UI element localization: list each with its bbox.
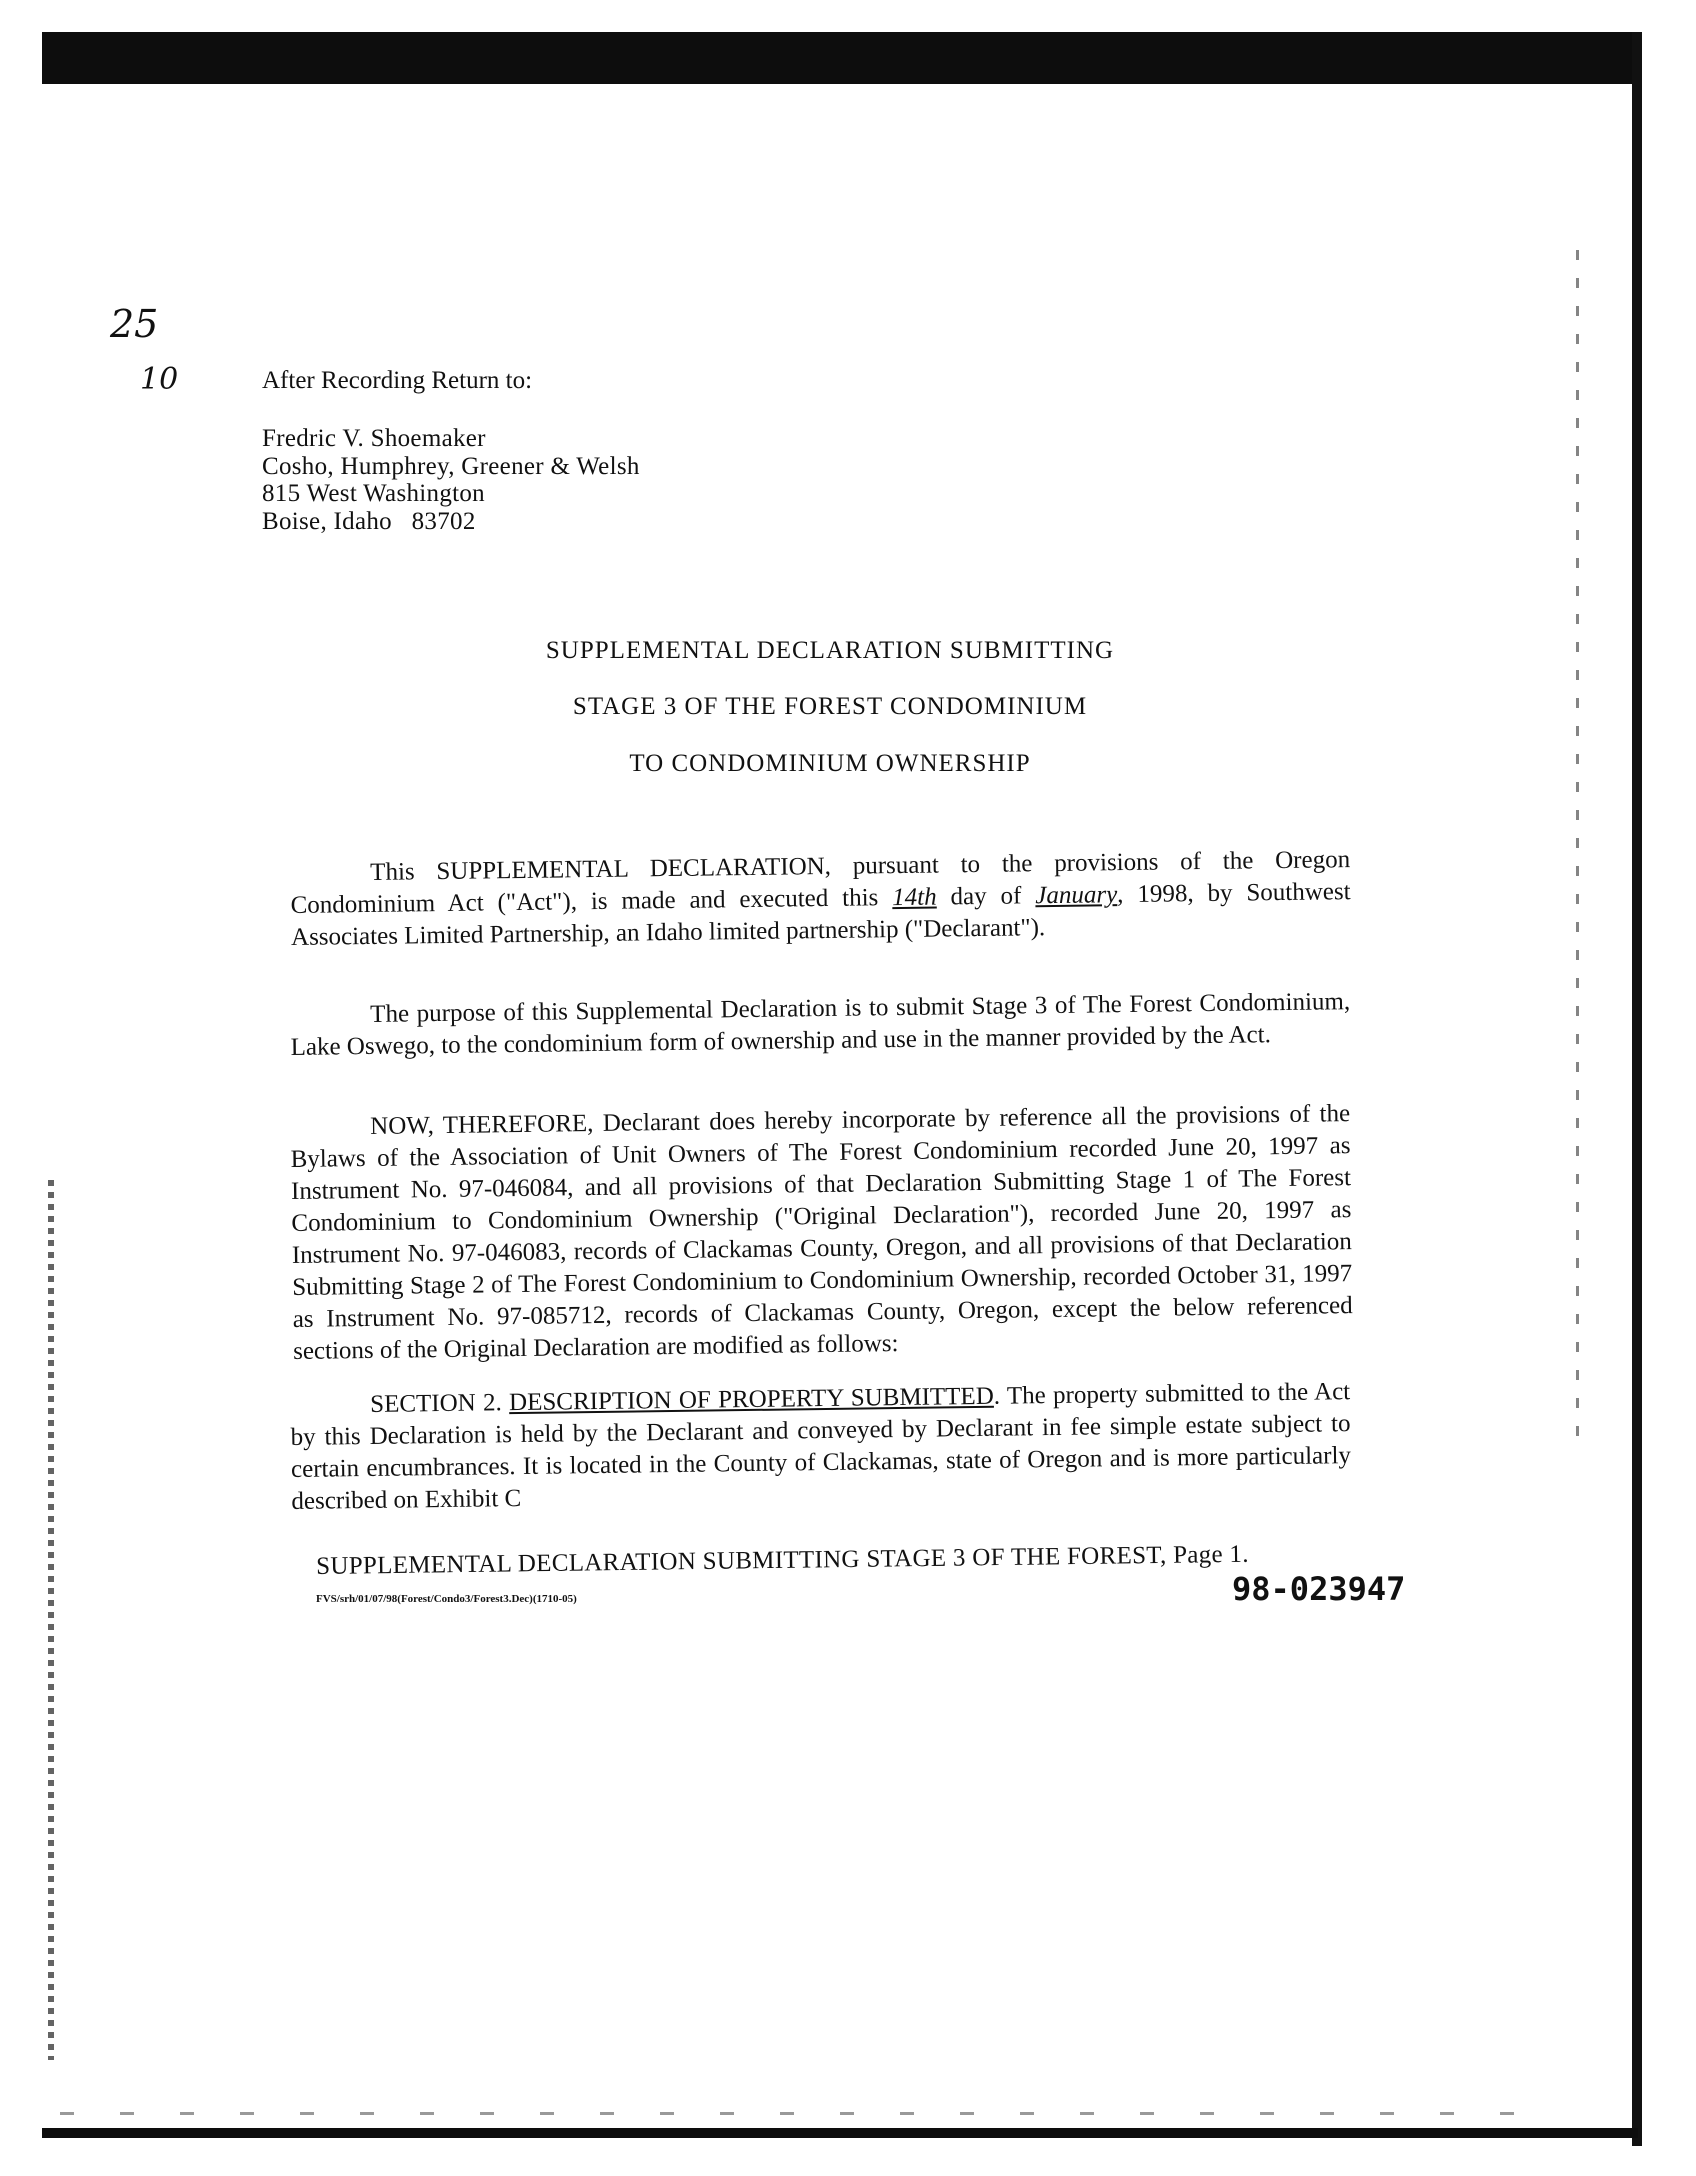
purpose-text: The purpose of this Supplemental Declaration is to submit Stage 3 of The Forest Condominium, Lake Oswego, to the condominium form of ownership and use in the manner provided by the Act. — [290, 988, 1351, 1061]
paragraph-now-therefore — [290, 1098, 1353, 1368]
intro-text-end: , 1998, by Southwest Associates Limited Partnership, an Idaho limited partnership ("Declarant"). — [290, 878, 1351, 951]
paragraph-purpose — [290, 986, 1351, 1064]
return-city: Boise, Idaho 83702 — [262, 508, 476, 535]
section-2-heading: DESCRIPTION OF PROPERTY SUBMITTED — [508, 1382, 994, 1417]
section-2-label: SECTION 2. — [370, 1389, 502, 1418]
return-to-heading: After Recording Return to: — [262, 367, 533, 394]
document-title-line-2: STAGE 3 OF THE FOREST CONDOMINIUM — [572, 693, 1088, 720]
footer-file-code: FVS/srh/01/07/98(Forest/Condo3/Forest3.Dec)(1710-05) — [316, 1593, 577, 1605]
scan-border-right — [1632, 32, 1642, 2146]
scan-border-bottom — [42, 2128, 1638, 2138]
handwritten-day: 14th — [892, 883, 937, 912]
now-therefore-text: NOW, THEREFORE, Declarant does hereby incorporate by reference all the provisions of the Bylaws of the Association of Unit Owners of The Forest Condominium recorded June 20, 1997 as Instrument No. 97-046084, and all provisions of that Declaration Submitting Stage 1 of The Forest Condominium to Condominium Ownership ("Original Declaration"), recorded June 20, 1997 as Instrument No. 97-046083, records of Clackamas County, Oregon, and all provisions of that Declaration Submitting Stage 2 of The Forest Condominium to Condominium Ownership, recorded October 31, 1997 as Instrument No. 97-085712, records of Clackamas County, Oregon, except the below referenced sections of the Original Declaration are modified as follows: — [290, 1100, 1353, 1365]
scan-artifact-bottom — [60, 2112, 1560, 2115]
return-street: 815 West Washington — [262, 480, 485, 507]
handwritten-note-top: 25 — [110, 302, 159, 346]
intro-day-of: day of — [950, 882, 1022, 911]
intro-text: This SUPPLEMENTAL DECLARATION, pursuant to the provisions of the Oregon Condominium Act ("Act"), is made and executed this — [290, 846, 1351, 919]
recording-number: 98-023947 — [1232, 1570, 1406, 1608]
footer-title: SUPPLEMENTAL DECLARATION SUBMITTING STAGE 3 OF THE FOREST, Page 1. — [316, 1540, 1249, 1580]
document-title-line-1: SUPPLEMENTAL DECLARATION SUBMITTING — [545, 637, 1115, 664]
paragraph-section-2 — [290, 1376, 1352, 1518]
return-name: Fredric V. Shoemaker — [262, 425, 486, 452]
paragraph-intro — [290, 844, 1351, 954]
section-2-text: . The property submitted to the Act by this Declaration is held by the Declarant and conveyed by Declarant in fee simple estate subject to certain encumbrances. It is located in the County of Clackamas, state of Oregon and is more particularly described on Exhibit C — [290, 1378, 1352, 1515]
handwritten-note-bottom: 10 — [140, 362, 179, 397]
scan-border-top — [42, 32, 1640, 84]
document-title-line-3: TO CONDOMINIUM OWNERSHIP — [629, 750, 1031, 777]
handwritten-month: January — [1035, 881, 1118, 910]
scan-artifact-right — [1576, 250, 1579, 1450]
scan-artifact-left — [48, 1180, 54, 2060]
return-firm: Cosho, Humphrey, Greener & Welsh — [262, 453, 640, 480]
